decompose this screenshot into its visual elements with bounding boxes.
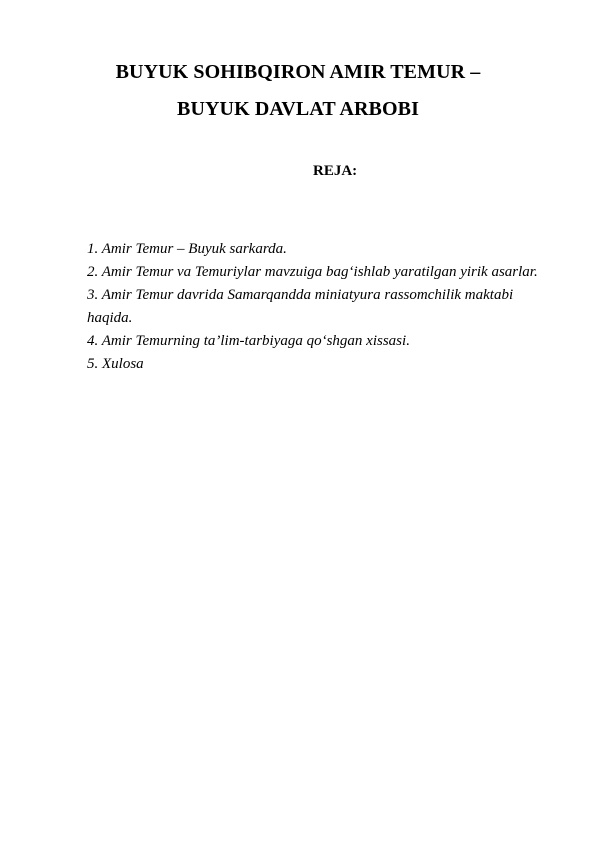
plan-item-text: Amir Temur va Temuriylar mavzuiga bag‘ishlab yaratilgan yirik asarlar. — [101, 264, 538, 280]
plan-item — [87, 261, 557, 284]
plan-list — [87, 238, 557, 376]
plan-item-text: Xulosa — [102, 356, 144, 372]
plan-item-number: 5. — [87, 356, 99, 372]
plan-item — [87, 284, 557, 330]
document-title-line-2: BUYUK DAVLAT ARBOBI — [177, 98, 419, 120]
plan-item-text: Amir Temur – Buyuk sarkarda. — [101, 241, 287, 257]
plan-item — [87, 330, 557, 353]
plan-item — [87, 353, 557, 376]
plan-item-number: 2. — [87, 264, 99, 280]
plan-item-number: 4. — [87, 333, 99, 349]
plan-item — [87, 238, 557, 261]
plan-item-text: Amir Temurning ta’lim-tarbiyaga qo‘shgan xissasi. — [101, 333, 410, 349]
document-title-line-1: BUYUK SOHIBQIRON AMIR TEMUR – — [115, 61, 481, 83]
plan-heading: REJA: — [313, 163, 358, 179]
plan-item-number: 3. — [87, 287, 99, 303]
plan-item-number: 1. — [87, 241, 99, 257]
plan-item-text: Amir Temur davrida Samarqandda miniatyura rassomchilik maktabi haqida. — [87, 287, 514, 326]
